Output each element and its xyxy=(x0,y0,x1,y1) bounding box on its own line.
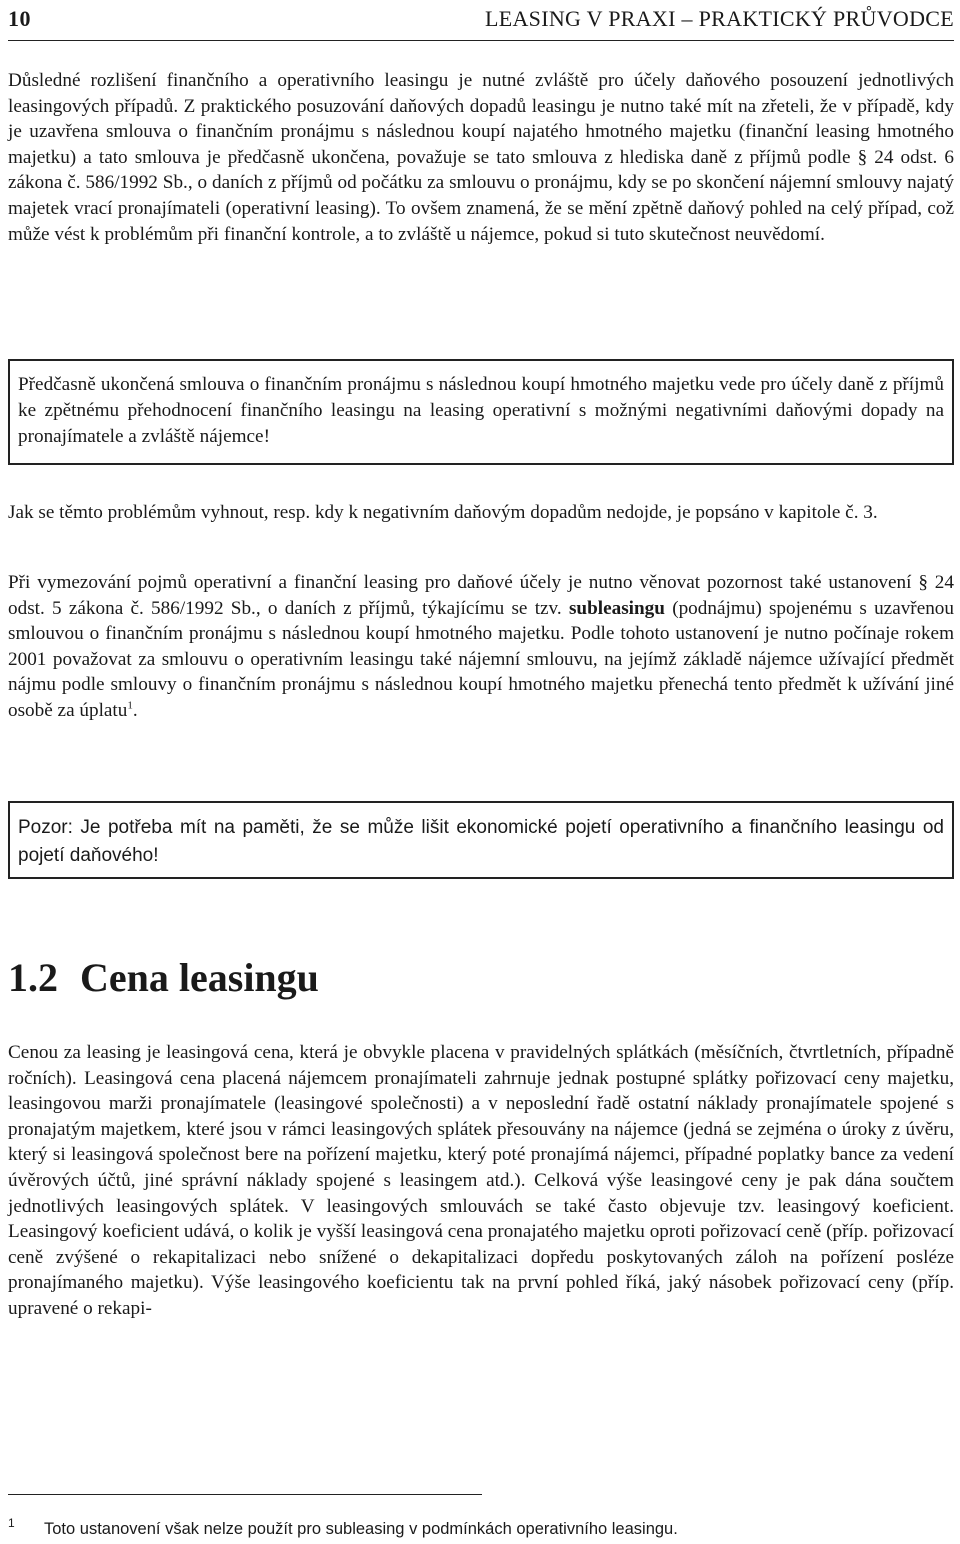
running-title: LEASING V PRAXI – PRAKTICKÝ PRŮVODCE xyxy=(485,6,954,31)
subleasing-term: subleasingu xyxy=(568,597,665,619)
footnote-mark: 1 xyxy=(8,1516,15,1530)
footnote-divider xyxy=(8,1494,482,1495)
footnote-reference[interactable]: 1 xyxy=(127,699,133,712)
section-heading xyxy=(8,954,319,1001)
highlight-box-text: Předčasně ukončená smlouva o finančním pronájmu s následnou koupí hmotného majetku vede pro účely daně z příjmů ke zpětnému přehodnocení finančního leasingu na leasing operativní s možnými negativními daňovými dopady na pronajímatele a zvláště nájemce! xyxy=(18,374,944,447)
page-header xyxy=(8,0,954,41)
footnote-text: Toto ustanovení však nelze použít pro subleasing v podmínkách operativního leasingu. xyxy=(44,1520,678,1538)
page-number: 10 xyxy=(8,6,31,31)
subleasing-text-end: . xyxy=(132,699,138,721)
section-title: Cena leasingu xyxy=(80,955,319,1000)
paragraph-subleasing xyxy=(8,570,954,724)
paragraph-financial-vs-operating: Důsledné rozlišení finančního a operativního leasingu je nutné zvláště pro účely daňového posouzení jednotlivých leasingových případů. Z praktického posuzování daňových dopadů leasingu je nutno také mít na zřeteli, že v případě, kdy je uzavřena smlouva o finančním pronájmu s následnou koupí najatého hmotného majetku (finanční leasing hmotného majetku) a tato smlouva je předčasně ukončena, považuje se tato smlouva z hlediska daně z příjmů podle § 24 odst. 6 zákona č. 586/1992 Sb., o daních z příjmů od počátku za smlouvu o pronájmu, kdy se po skončení nájemní smlouvy najatý majetek vrací pronajímateli (operativní leasing). To ovšem znamená, že se mění zpětně daňový pohled na celý případ, což může vést k problémům při finanční kontrole, a to zvláště u nájemce, pokud si tuto skutečnost neuvědomí. xyxy=(8,70,954,245)
highlight-box-warning xyxy=(8,359,954,465)
caution-box-text: Pozor: Je potřeba mít na paměti, že se může lišit ekonomické pojetí operativního a finančního leasingu od pojetí daňového! xyxy=(18,817,944,866)
subleasing-text-start: Při vymezování pojmů operativní a finanční leasing pro daňové účely je nutno věnovat pozornost také ustanovení § 24 odst. 5 zákona č. 586/1992 Sb., o daních z příjmů, týkajícímu se tzv. xyxy=(8,572,954,619)
section-number: 1.2 xyxy=(8,955,58,1000)
paragraph-avoid-problems: Jak se těmto problémům vyhnout, resp. kdy k negativním daňovým dopadům nedojde, je popsáno v kapitole č. 3. xyxy=(8,502,878,523)
subleasing-text-rest: (podnájmu) spojenému s uzavřenou smlouvou o finančním pronájmu s následnou koupí hmotného majetku. Podle tohoto ustanovení je nutno počínaje rokem 2001 považovat za smlouvu o operativním leasingu také nájemní smlouvu, na jejímž základě nájemce užívající předmět nájmu podle smlouvy o finančním pronájmu s následnou koupí hmotného majetku přenechá tento předmět k užívání jiné osobě za úplatu xyxy=(8,597,954,721)
highlight-box-caution xyxy=(8,801,954,879)
paragraph-lease-price: Cenou za leasing je leasingová cena, která je obvykle placena v pravidelných splátkách (měsíčních, čtvrtletních, případně ročních). Leasingová cena placená nájemcem pronajímateli zahrnuje jednak postupné splátky pořizovací ceny majetku, leasingovou marži pronajímatele (leasingové společnosti) a v neposlední řadě ostatní náklady pronajímatele spojené s pronajatým majetkem, které jsou v rámci leasingových splátek přesouvány na nájemce (jedná se zejména o úroky z úvěru, který si leasingová společnost bere na pořízení majetku, který poté pronajímá nájemci, případné poplatky bance za vedení úvěrových účtů, jiné správní náklady spojené s leasingem atd.). Celková výše leasingové ceny je pak dána součtem jednotlivých leasingových splátek. V leasingových smlouvách se také často objevuje tzv. leasingový koeficient. Leasingový koeficient udává, o kolik je vyšší leasingová cena pronajatého majetku oproti pořizovací ceně (příp. pořizovací ceně zvýšené o rekapitalizaci nebo snížené o dekapitalizaci dopředu poskytovaných záloh na pořízení posléze pronajímaného majetku). Výše leasingového koeficientu tak na první pohled říká, jaký násobek pořizovací ceny (příp. upravené o rekapi- xyxy=(8,1042,954,1319)
